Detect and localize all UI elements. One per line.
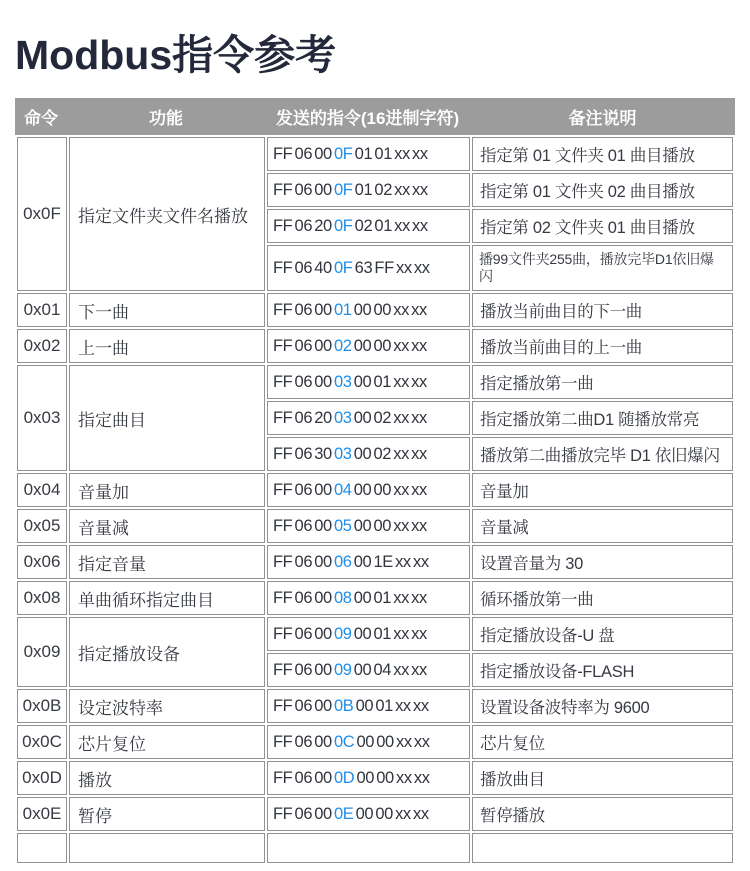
hex-pre: FF 06 00 [273,732,335,751]
command-cell [17,833,67,863]
hex-command-cell [267,209,470,243]
table-row [17,725,733,759]
hex-pre: FF 06 00 [273,144,335,163]
hex-command-cell [267,761,470,795]
hex-pre: FF 06 00 [273,516,335,535]
remark-cell: 指定第 02 文件夹 01 曲目播放 [472,209,733,243]
function-cell: 单曲循环指定曲目 [69,581,265,615]
table-row [17,761,733,795]
hex-command-cell [267,245,470,291]
hex-command-cell [267,473,470,507]
command-cell: 0x02 [17,329,67,363]
hex-opcode-highlight: 08 [334,588,352,607]
remark-cell: 暂停播放 [472,797,733,831]
table-row [17,689,733,723]
hex-opcode-highlight: 0B [334,696,354,715]
remark-cell: 播放当前曲目的下一曲 [472,293,733,327]
hex-post: 02 01 xx xx [352,216,428,235]
hex-pre: FF 06 00 [273,588,335,607]
hex-command-cell [267,173,470,207]
hex-opcode-highlight: 0D [334,768,355,787]
table-row [17,365,733,399]
hex-pre: FF 06 20 [273,408,335,427]
remark-cell: 芯片复位 [472,725,733,759]
hex-command-cell [267,365,470,399]
hex-command-cell [267,329,470,363]
remark-cell: 循环播放第一曲 [472,581,733,615]
hex-opcode-highlight: 01 [334,300,352,319]
table-row [17,137,733,171]
hex-opcode-highlight: 0F [334,216,353,235]
function-cell: 音量加 [69,473,265,507]
command-cell: 0x04 [17,473,67,507]
remark-cell: 指定播放第一曲 [472,365,733,399]
hex-pre: FF 06 00 [273,336,335,355]
remark-cell: 播99文件夹255曲，播放完毕D1依旧爆闪 [472,245,733,291]
header-cell-function: 功能 [149,109,183,128]
hex-pre: FF 06 00 [273,696,335,715]
hex-command-cell [267,797,470,831]
remark-cell: 指定播放第二曲D1 随播放常亮 [472,401,733,435]
hex-pre: FF 06 30 [273,444,335,463]
function-cell: 指定播放设备 [69,617,265,687]
command-cell: 0x0C [17,725,67,759]
remark-cell: 指定第 01 文件夹 01 曲目播放 [472,137,733,171]
hex-post: 00 00 xx xx [354,768,430,787]
hex-post: 00 01 xx xx [351,624,427,643]
hex-command-cell [267,617,470,651]
command-cell: 0x01 [17,293,67,327]
hex-post: 01 02 xx xx [352,180,428,199]
hex-opcode-highlight: 04 [334,480,352,499]
hex-post: 00 00 xx xx [351,516,427,535]
remark-cell: 音量加 [472,473,733,507]
hex-post: 63 FF xx xx [352,258,430,277]
hex-pre: FF 06 20 [273,216,335,235]
function-cell: 指定文件夹文件名播放 [69,137,265,291]
table-row [17,797,733,831]
command-cell: 0x08 [17,581,67,615]
hex-post: 00 01 xx xx [353,696,429,715]
hex-pre: FF 06 00 [273,624,335,643]
hex-post: 00 01 xx xx [351,588,427,607]
function-cell [69,833,265,863]
table-row [17,581,733,615]
hex-command-cell [267,509,470,543]
hex-opcode-highlight: 02 [334,336,352,355]
hex-pre: FF 06 00 [273,300,335,319]
hex-opcode-highlight: 0F [334,258,353,277]
table-header-row [15,98,735,135]
hex-command-cell [267,581,470,615]
command-cell: 0x0F [17,137,67,291]
hex-command-cell [267,725,470,759]
hex-post: 00 00 xx xx [351,336,427,355]
function-cell: 音量减 [69,509,265,543]
header-cell-command: 命令 [24,109,58,128]
function-cell: 上一曲 [69,329,265,363]
header-cell-hex-command: 发送的指令(16进制字符) [275,109,460,128]
modbus-command-table [15,135,735,865]
remark-cell: 指定第 01 文件夹 02 曲目播放 [472,173,733,207]
table-row [17,293,733,327]
remark-cell: 播放曲目 [472,761,733,795]
hex-command-cell [267,689,470,723]
page-title: Modbus指令参考 [15,32,337,78]
function-cell: 暂停 [69,797,265,831]
hex-command-cell [267,545,470,579]
command-cell: 0x03 [17,365,67,471]
hex-opcode-highlight: 03 [334,408,352,427]
function-cell: 设定波特率 [69,689,265,723]
hex-command-cell [267,401,470,435]
hex-post: 00 01 xx xx [351,372,427,391]
hex-post: 00 00 xx xx [351,480,427,499]
hex-pre: FF 06 00 [273,768,335,787]
function-cell: 播放 [69,761,265,795]
remark-cell: 指定播放设备-FLASH [472,653,733,687]
header-cell-remark: 备注说明 [568,109,637,128]
hex-post: 00 04 xx xx [351,660,427,679]
hex-opcode-highlight: 0E [334,804,354,823]
hex-post: 00 00 xx xx [354,732,430,751]
hex-pre: FF 06 00 [273,660,335,679]
remark-cell: 指定播放设备-U 盘 [472,617,733,651]
command-cell: 0x06 [17,545,67,579]
hex-opcode-highlight: 05 [334,516,352,535]
table-row [17,509,733,543]
remark-cell: 播放当前曲目的上一曲 [472,329,733,363]
hex-pre: FF 06 00 [273,372,335,391]
hex-pre: FF 06 40 [273,258,335,277]
command-cell: 0x09 [17,617,67,687]
hex-opcode-highlight: 09 [334,660,352,679]
table-row [17,329,733,363]
hex-opcode-highlight: 0C [334,732,355,751]
function-cell: 芯片复位 [69,725,265,759]
function-cell: 指定音量 [69,545,265,579]
hex-command-cell [267,137,470,171]
function-cell: 下一曲 [69,293,265,327]
hex-command-cell [267,437,470,471]
hex-post: 00 1E xx xx [351,552,429,571]
hex-post: 00 00 xx xx [353,804,429,823]
function-cell: 指定曲目 [69,365,265,471]
hex-post: 01 01 xx xx [352,144,428,163]
command-cell: 0x05 [17,509,67,543]
hex-command-cell [267,653,470,687]
hex-command-cell [267,833,470,863]
command-cell: 0x0B [17,689,67,723]
table-row [17,473,733,507]
hex-opcode-highlight: 03 [334,372,352,391]
remark-cell [472,833,733,863]
command-cell: 0x0D [17,761,67,795]
hex-pre: FF 06 00 [273,552,335,571]
command-cell: 0x0E [17,797,67,831]
hex-post: 00 02 xx xx [351,444,427,463]
hex-command-cell [267,293,470,327]
table-row-partial [17,833,733,863]
remark-cell: 设置音量为 30 [472,545,733,579]
hex-opcode-highlight: 03 [334,444,352,463]
hex-opcode-highlight: 0F [334,180,353,199]
remark-cell: 设置设备波特率为 9600 [472,689,733,723]
hex-opcode-highlight: 09 [334,624,352,643]
hex-pre: FF 06 00 [273,804,335,823]
hex-pre: FF 06 00 [273,480,335,499]
hex-pre: FF 06 00 [273,180,335,199]
table-row [17,545,733,579]
hex-post: 00 00 xx xx [351,300,427,319]
hex-opcode-highlight: 06 [334,552,352,571]
table-row [17,617,733,651]
hex-opcode-highlight: 0F [334,144,353,163]
remark-cell: 播放第二曲播放完毕 D1 依旧爆闪 [472,437,733,471]
remark-cell: 音量减 [472,509,733,543]
hex-post: 00 02 xx xx [351,408,427,427]
